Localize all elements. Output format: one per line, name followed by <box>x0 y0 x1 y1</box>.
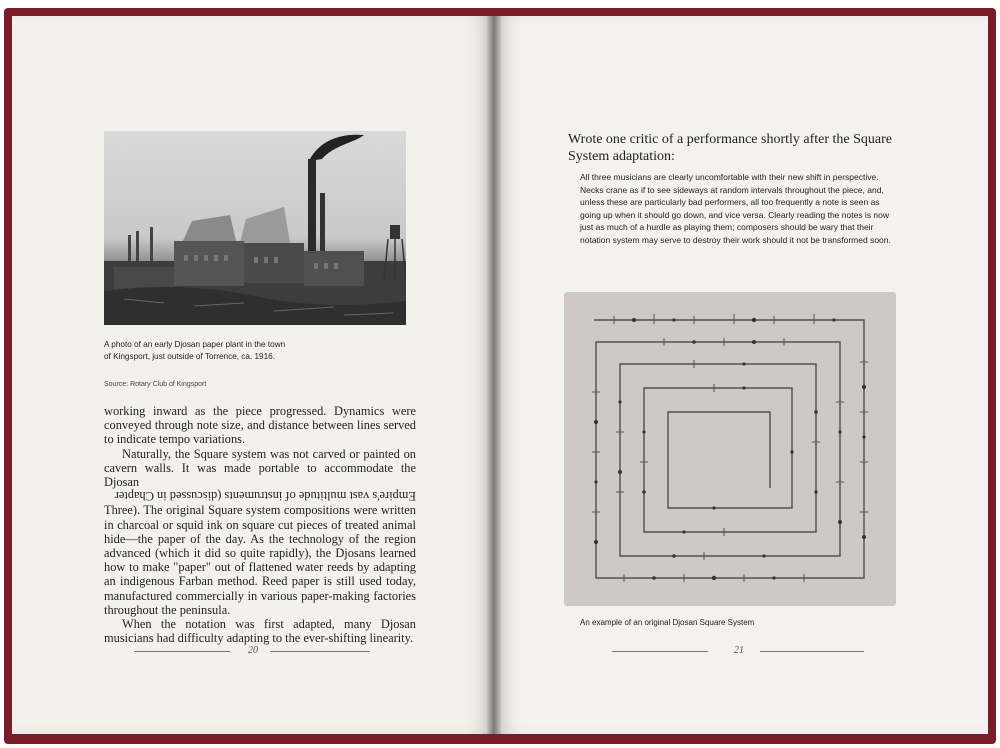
paragraph: Naturally, the Square system was not carved or painted on cavern walls. It was made portable to accommodate the Djosan <box>104 446 416 490</box>
left-body-text <box>104 404 416 645</box>
page-number-right: 21 <box>734 645 744 656</box>
paragraph: When the notation was first adapted, many Djosan musicians had difficulty adapting to the ever-shifting linearity. <box>104 617 416 646</box>
section-heading: Wrote one critic of a performance shortly after the Square System adaptation: <box>568 132 893 164</box>
footer-rule <box>134 651 230 652</box>
photo-source: Source: Rotary Club of Kingsport <box>104 381 207 388</box>
paragraph: working inward as the piece progressed. Dynamics were conveyed through note size, and distance between lines served to indicate tempo variations. <box>104 404 416 447</box>
square-system-figure <box>564 292 896 606</box>
book-gutter <box>487 16 501 734</box>
page-number-left: 20 <box>248 645 258 656</box>
footer-rule <box>612 651 708 652</box>
flipped-text: Empire's vast multitude of instruments (discussed in Chapter <box>114 489 416 504</box>
footer-rule <box>760 651 864 652</box>
paper-plant-photo <box>104 131 406 325</box>
figure-caption: An example of an original Djosan Square System <box>580 618 755 627</box>
paragraph-flipped-line <box>104 489 416 503</box>
photo-caption: A photo of an early Djosan paper plant in the town of Kingsport, just outside of Torrence, ca. 1916. <box>104 340 286 361</box>
footer-rule <box>270 651 370 652</box>
critic-quote: All three musicians are clearly uncomfortable with their new shift in perspective. Necks crane as if to see sideways at random intervals throughout the piece, and, unless these are particularly bad performers, all too frequently a note is seen as going up when it should go down, and vice versa. Clearly reading the notes is now just as much of a hurdle as playing them; composers should be wary that their notation system may serve to destroy their work should it not be transformed soon. <box>580 172 891 245</box>
paragraph: Three). The original Square system compositions were written in charcoal or squid ink on square cut pieces of treated animal hide—the paper of the day. As the technology of the region advanced (which it did so quite rapidly), the Djosans learned how to make "paper" out of flattened water reeds by adapting an indigenous Farban method. Reed paper is still used today, manufactured commercially in various paper-making factories throughout the peninsula. <box>104 503 416 617</box>
